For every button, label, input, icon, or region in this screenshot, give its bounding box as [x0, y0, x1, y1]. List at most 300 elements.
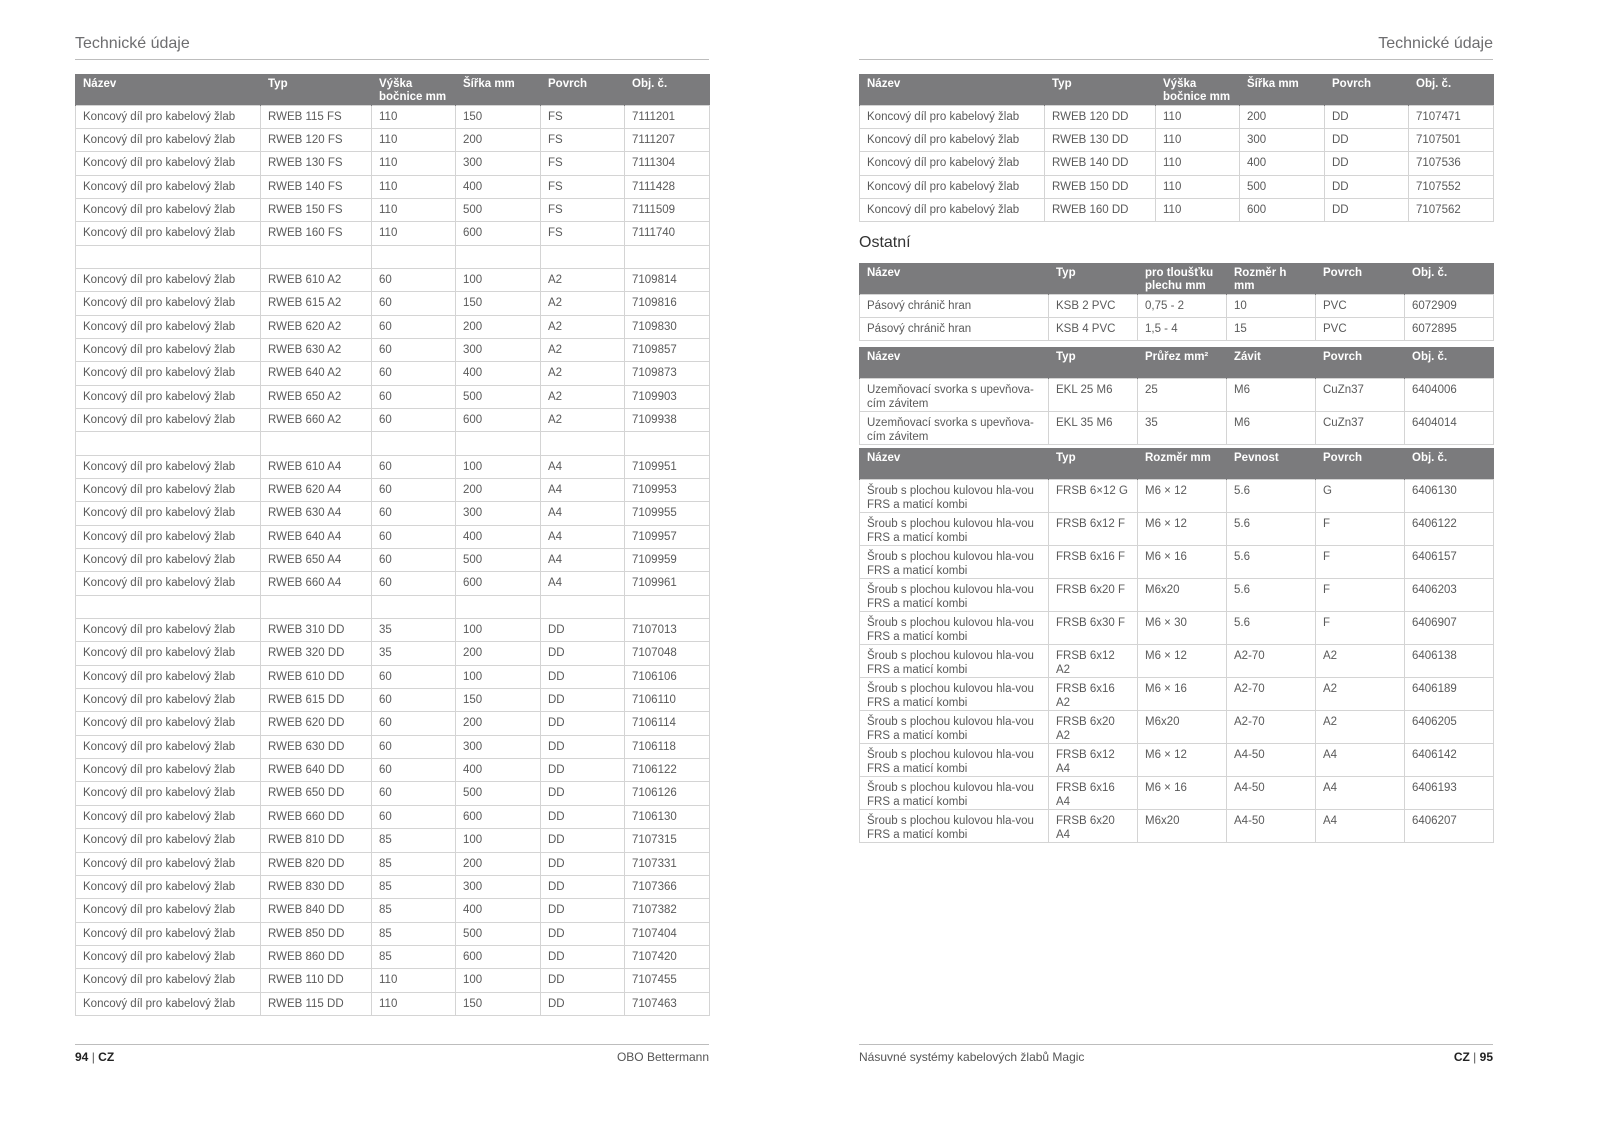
table-cell: Koncový díl pro kabelový žlab — [76, 782, 261, 805]
table-cell: Koncový díl pro kabelový žlab — [76, 945, 261, 968]
table-cell: 7109873 — [625, 362, 710, 385]
table-cell: M6 × 16 — [1138, 545, 1227, 578]
table-cell: RWEB 310 DD — [261, 619, 372, 642]
table-cell: 7106110 — [625, 689, 710, 712]
table-cell: RWEB 630 DD — [261, 735, 372, 758]
table-header-row — [860, 448, 1494, 479]
table-cell: Koncový díl pro kabelový žlab — [76, 829, 261, 852]
table-cell — [625, 595, 710, 618]
column-header: Průřez mm² — [1138, 347, 1227, 378]
column-header: Typ — [1049, 448, 1138, 479]
table-cell: 0,75 - 2 — [1138, 294, 1227, 317]
table-cell: CuZn37 — [1316, 411, 1405, 444]
table-cell: RWEB 610 A4 — [261, 455, 372, 478]
table-cell: RWEB 115 DD — [261, 992, 372, 1015]
table-cell: 6072895 — [1405, 317, 1494, 340]
table-cell — [76, 432, 261, 455]
table-cell: A2-70 — [1227, 677, 1316, 710]
table-row — [76, 315, 710, 338]
table-cell: 110 — [372, 175, 456, 198]
table-cell: 500 — [456, 782, 541, 805]
table-cell: RWEB 830 DD — [261, 875, 372, 898]
column-header: Název — [860, 347, 1049, 378]
table-cell: Uzemňovací svorka s upevňova-cím závitem — [860, 378, 1049, 411]
column-header: Závit — [1227, 347, 1316, 378]
table-cell: EKL 25 M6 — [1049, 378, 1138, 411]
table-cell: DD — [1325, 175, 1409, 198]
table-cell: DD — [541, 969, 625, 992]
table-row — [76, 969, 710, 992]
table-cell: 7107552 — [1409, 175, 1494, 198]
table-cell: 110 — [372, 222, 456, 245]
table-cell: 7107562 — [1409, 198, 1494, 221]
table-cell: 7111304 — [625, 152, 710, 175]
table-row — [76, 945, 710, 968]
table-row — [76, 735, 710, 758]
column-header: Název — [76, 74, 261, 105]
table-header-row — [860, 347, 1494, 378]
table-cell: RWEB 160 DD — [1045, 198, 1156, 221]
table-cell: 7107382 — [625, 899, 710, 922]
table-cell: FRSB 6x12 A4 — [1049, 743, 1138, 776]
table-cell: 7107315 — [625, 829, 710, 852]
table-cell: F — [1316, 611, 1405, 644]
table-cell: 100 — [456, 969, 541, 992]
table-cell: 110 — [372, 152, 456, 175]
table-cell: DD — [541, 642, 625, 665]
table-cell — [541, 432, 625, 455]
table-cell — [456, 595, 541, 618]
table-header-row — [76, 74, 710, 105]
table-cell: 6406907 — [1405, 611, 1494, 644]
table-cell: Koncový díl pro kabelový žlab — [76, 759, 261, 782]
table-cell: RWEB 140 DD — [1045, 152, 1156, 175]
table-cell: PVC — [1316, 294, 1405, 317]
table-cell: 7106118 — [625, 735, 710, 758]
table-cell: Šroub s plochou kulovou hla-vou FRS a maticí kombi — [860, 479, 1049, 512]
table-cell: 7109830 — [625, 315, 710, 338]
table-cell: A2 — [541, 385, 625, 408]
table-cell: RWEB 110 DD — [261, 969, 372, 992]
table-cell: 7109816 — [625, 292, 710, 315]
table-cell: 150 — [456, 689, 541, 712]
column-header: Povrch — [1316, 448, 1405, 479]
table-cell: Koncový díl pro kabelový žlab — [76, 689, 261, 712]
table-cell: Šroub s plochou kulovou hla-vou FRS a maticí kombi — [860, 710, 1049, 743]
table-cell: 7109938 — [625, 408, 710, 431]
table-cell — [372, 595, 456, 618]
table-cell: 60 — [372, 735, 456, 758]
table-cell: 110 — [372, 105, 456, 128]
table-row — [860, 294, 1494, 317]
table-row — [860, 644, 1494, 677]
table-cell: A2-70 — [1227, 644, 1316, 677]
column-header: Výška bočnice mm — [372, 74, 456, 105]
column-header: Název — [860, 263, 1049, 294]
table-cell: 600 — [1240, 198, 1325, 221]
table-cell: M6 × 12 — [1138, 512, 1227, 545]
table-cell: FRSB 6x20 A2 — [1049, 710, 1138, 743]
table-row — [76, 175, 710, 198]
table-cell: RWEB 620 A4 — [261, 479, 372, 502]
table-cell: Koncový díl pro kabelový žlab — [76, 175, 261, 198]
table-cell: DD — [1325, 128, 1409, 151]
table-cell: 200 — [456, 852, 541, 875]
table-cell: Koncový díl pro kabelový žlab — [76, 105, 261, 128]
table-row — [76, 292, 710, 315]
table-cell: 7107048 — [625, 642, 710, 665]
table-cell — [625, 432, 710, 455]
table-cell: RWEB 150 DD — [1045, 175, 1156, 198]
table-cell: 7107471 — [1409, 105, 1494, 128]
table-row — [76, 338, 710, 361]
table-cell: Koncový díl pro kabelový žlab — [76, 922, 261, 945]
table-cell: A2 — [541, 408, 625, 431]
table-cell: A2-70 — [1227, 710, 1316, 743]
table-cell: 60 — [372, 805, 456, 828]
table-cell: 300 — [1240, 128, 1325, 151]
table-cell: Šroub s plochou kulovou hla-vou FRS a maticí kombi — [860, 677, 1049, 710]
table-row — [860, 175, 1494, 198]
table-row — [860, 479, 1494, 512]
end-pieces-table — [75, 74, 710, 1016]
table-cell: 6404014 — [1405, 411, 1494, 444]
table-cell: 1,5 - 4 — [1138, 317, 1227, 340]
column-header: Název — [860, 74, 1045, 105]
table-cell: Šroub s plochou kulovou hla-vou FRS a maticí kombi — [860, 776, 1049, 809]
table-cell: FRSB 6x16 A2 — [1049, 677, 1138, 710]
table-row — [860, 743, 1494, 776]
table-cell: Koncový díl pro kabelový žlab — [76, 525, 261, 548]
table-row — [76, 385, 710, 408]
table-cell: A2 — [541, 338, 625, 361]
table-cell: 60 — [372, 712, 456, 735]
table-cell: 7111509 — [625, 198, 710, 221]
table-cell: A4 — [541, 455, 625, 478]
table-cell: 7109959 — [625, 549, 710, 572]
column-header: Povrch — [1325, 74, 1409, 105]
table-cell: RWEB 810 DD — [261, 829, 372, 852]
table-cell: 400 — [456, 175, 541, 198]
table-cell: 60 — [372, 759, 456, 782]
table-cell: 7107331 — [625, 852, 710, 875]
table-cell: 110 — [1156, 128, 1240, 151]
table-cell: RWEB 660 A4 — [261, 572, 372, 595]
footer-divider-left — [75, 1044, 709, 1045]
table-cell: 100 — [456, 619, 541, 642]
table-cell: RWEB 650 A2 — [261, 385, 372, 408]
table-cell: 600 — [456, 945, 541, 968]
table-row — [76, 642, 710, 665]
table-cell: Koncový díl pro kabelový žlab — [76, 572, 261, 595]
table-cell: 6406122 — [1405, 512, 1494, 545]
table-cell: 7111428 — [625, 175, 710, 198]
table-cell: 600 — [456, 572, 541, 595]
page-number-right: 95 — [1479, 1050, 1493, 1064]
header-divider-left — [75, 59, 709, 60]
table-cell: Koncový díl pro kabelový žlab — [76, 408, 261, 431]
column-header: Obj. č. — [625, 74, 710, 105]
spacer-row — [76, 432, 710, 455]
table-cell: 15 — [1227, 317, 1316, 340]
table-cell: Koncový díl pro kabelový žlab — [76, 152, 261, 175]
table-cell: RWEB 130 FS — [261, 152, 372, 175]
table-cell: 6406207 — [1405, 809, 1494, 842]
table-cell: A4-50 — [1227, 776, 1316, 809]
column-header: Výška bočnice mm — [1156, 74, 1240, 105]
table-cell: 500 — [456, 385, 541, 408]
table-cell: RWEB 120 FS — [261, 128, 372, 151]
table-cell: Šroub s plochou kulovou hla-vou FRS a maticí kombi — [860, 578, 1049, 611]
footer-right: CZ | 95 — [1453, 1050, 1493, 1064]
table-cell: KSB 4 PVC — [1049, 317, 1138, 340]
table-cell: 200 — [456, 479, 541, 502]
table-cell: Koncový díl pro kabelový žlab — [76, 969, 261, 992]
column-header: Typ — [1049, 347, 1138, 378]
table-cell: CuZn37 — [1316, 378, 1405, 411]
table-cell: Koncový díl pro kabelový žlab — [76, 875, 261, 898]
table-cell: Koncový díl pro kabelový žlab — [76, 292, 261, 315]
table-cell: 300 — [456, 735, 541, 758]
table-row — [860, 809, 1494, 842]
table-cell: Šroub s plochou kulovou hla-vou FRS a maticí kombi — [860, 611, 1049, 644]
table-cell: 7109903 — [625, 385, 710, 408]
table-cell: A2 — [541, 268, 625, 291]
table-cell: Koncový díl pro kabelový žlab — [76, 805, 261, 828]
table-cell: DD — [541, 852, 625, 875]
table-cell: Koncový díl pro kabelový žlab — [860, 175, 1045, 198]
table-cell: 7107463 — [625, 992, 710, 1015]
table-cell: 60 — [372, 455, 456, 478]
table-cell: 60 — [372, 315, 456, 338]
table-cell: Šroub s plochou kulovou hla-vou FRS a maticí kombi — [860, 512, 1049, 545]
table-cell: 7111740 — [625, 222, 710, 245]
table-cell: KSB 2 PVC — [1049, 294, 1138, 317]
table-cell: M6x20 — [1138, 710, 1227, 743]
table-cell: 7109814 — [625, 268, 710, 291]
table-cell: DD — [541, 805, 625, 828]
table-cell: RWEB 640 A2 — [261, 362, 372, 385]
table-cell: DD — [541, 875, 625, 898]
table-cell — [261, 432, 372, 455]
table-cell: Koncový díl pro kabelový žlab — [76, 735, 261, 758]
column-header: Obj. č. — [1405, 347, 1494, 378]
column-header: Pevnost — [1227, 448, 1316, 479]
table-cell: M6 — [1227, 378, 1316, 411]
table-cell: FS — [541, 198, 625, 221]
table-cell: Koncový díl pro kabelový žlab — [860, 198, 1045, 221]
table-cell: 7111201 — [625, 105, 710, 128]
table-cell: PVC — [1316, 317, 1405, 340]
table-cell: FRSB 6x30 F — [1049, 611, 1138, 644]
table-cell: M6 × 30 — [1138, 611, 1227, 644]
table-cell: A4 — [541, 549, 625, 572]
table-cell — [76, 245, 261, 268]
table-cell: 400 — [456, 525, 541, 548]
table-cell: RWEB 615 A2 — [261, 292, 372, 315]
table-cell: DD — [541, 689, 625, 712]
table-cell — [261, 245, 372, 268]
table-cell: 500 — [456, 198, 541, 221]
table-cell: FS — [541, 152, 625, 175]
table-row — [76, 455, 710, 478]
table-cell: 100 — [456, 665, 541, 688]
table-cell: A4 — [1316, 809, 1405, 842]
column-header: pro tloušťku plechu mm — [1138, 263, 1227, 294]
table-cell: 6072909 — [1405, 294, 1494, 317]
table-cell: 7107455 — [625, 969, 710, 992]
table-cell — [456, 245, 541, 268]
table-row — [76, 665, 710, 688]
table-cell: 110 — [1156, 175, 1240, 198]
table-cell: M6 × 12 — [1138, 644, 1227, 677]
table-cell: DD — [541, 922, 625, 945]
table-cell: 500 — [456, 922, 541, 945]
table-cell: 60 — [372, 525, 456, 548]
table-cell: 7109857 — [625, 338, 710, 361]
table-cell: DD — [1325, 152, 1409, 175]
table-cell: Koncový díl pro kabelový žlab — [76, 899, 261, 922]
table-cell: 6406157 — [1405, 545, 1494, 578]
table-cell — [76, 595, 261, 618]
table-cell: Koncový díl pro kabelový žlab — [76, 198, 261, 221]
table-cell: DD — [541, 945, 625, 968]
table-cell: 200 — [456, 128, 541, 151]
table-cell: Koncový díl pro kabelový žlab — [76, 268, 261, 291]
table-cell: M6 — [1227, 411, 1316, 444]
table-cell: DD — [541, 735, 625, 758]
table-cell: 7107536 — [1409, 152, 1494, 175]
column-header: Rozměr h mm — [1227, 263, 1316, 294]
column-header: Obj. č. — [1409, 74, 1494, 105]
table-cell: FRSB 6x16 A4 — [1049, 776, 1138, 809]
table-cell: FRSB 6×12 G — [1049, 479, 1138, 512]
table-cell: RWEB 610 A2 — [261, 268, 372, 291]
end-pieces-dd-table — [859, 74, 1494, 222]
table-cell: Koncový díl pro kabelový žlab — [76, 315, 261, 338]
table-cell: EKL 35 M6 — [1049, 411, 1138, 444]
table-cell: 300 — [456, 152, 541, 175]
table-cell: 7109955 — [625, 502, 710, 525]
table-cell: 7106106 — [625, 665, 710, 688]
table-cell: 5.6 — [1227, 578, 1316, 611]
table-cell: 85 — [372, 875, 456, 898]
table-cell: DD — [541, 712, 625, 735]
table-cell: 60 — [372, 479, 456, 502]
table-cell: RWEB 615 DD — [261, 689, 372, 712]
page-title-right: Technické údaje — [1378, 35, 1493, 52]
table-cell: A2 — [1316, 710, 1405, 743]
spacer-row — [76, 595, 710, 618]
table-cell: 7106130 — [625, 805, 710, 828]
table-cell: DD — [541, 899, 625, 922]
edge-protector-table — [859, 263, 1494, 341]
table-cell: 60 — [372, 689, 456, 712]
table-row — [860, 677, 1494, 710]
table-row — [76, 805, 710, 828]
table-cell: 6406142 — [1405, 743, 1494, 776]
table-cell: RWEB 150 FS — [261, 198, 372, 221]
table-cell: 110 — [1156, 152, 1240, 175]
table-cell: FRSB 6x20 F — [1049, 578, 1138, 611]
table-cell: 600 — [456, 222, 541, 245]
language-left: CZ — [98, 1050, 115, 1064]
table-cell: Šroub s plochou kulovou hla-vou FRS a maticí kombi — [860, 545, 1049, 578]
table-cell: 300 — [456, 875, 541, 898]
table-cell: 5.6 — [1227, 512, 1316, 545]
column-header: Povrch — [541, 74, 625, 105]
table-cell: A2 — [1316, 677, 1405, 710]
table-cell: 85 — [372, 899, 456, 922]
table-cell: RWEB 120 DD — [1045, 105, 1156, 128]
table-row — [76, 502, 710, 525]
table-row — [76, 619, 710, 642]
table-row — [76, 922, 710, 945]
table-cell: 300 — [456, 502, 541, 525]
table-cell: Koncový díl pro kabelový žlab — [76, 619, 261, 642]
table-cell: 200 — [456, 642, 541, 665]
table-row — [860, 578, 1494, 611]
table-cell: DD — [541, 829, 625, 852]
table-cell: 6406205 — [1405, 710, 1494, 743]
table-cell: DD — [541, 992, 625, 1015]
table-row — [860, 152, 1494, 175]
header-divider-right — [859, 59, 1493, 60]
table-cell: RWEB 630 A4 — [261, 502, 372, 525]
spacer-row — [76, 245, 710, 268]
table-row — [76, 689, 710, 712]
table-cell: A2 — [541, 292, 625, 315]
table-cell — [625, 245, 710, 268]
column-header: Typ — [261, 74, 372, 105]
table-cell: Koncový díl pro kabelový žlab — [76, 128, 261, 151]
table-row — [860, 611, 1494, 644]
table-cell: FS — [541, 128, 625, 151]
table-cell: RWEB 660 A2 — [261, 408, 372, 431]
table-cell: 7109953 — [625, 479, 710, 502]
table-cell: Koncový díl pro kabelový žlab — [860, 128, 1045, 151]
table-cell: 60 — [372, 665, 456, 688]
table-cell: RWEB 640 A4 — [261, 525, 372, 548]
table-cell: RWEB 650 A4 — [261, 549, 372, 572]
table-cell: 35 — [372, 642, 456, 665]
table-cell: 600 — [456, 408, 541, 431]
table-cell: A4 — [541, 479, 625, 502]
table-cell: DD — [541, 759, 625, 782]
table-cell: 500 — [1240, 175, 1325, 198]
column-header: Šířka mm — [456, 74, 541, 105]
table-cell: Koncový díl pro kabelový žlab — [76, 712, 261, 735]
table-row — [860, 411, 1494, 444]
column-header: Název — [860, 448, 1049, 479]
table-cell: 150 — [456, 992, 541, 1015]
table-cell: 110 — [372, 969, 456, 992]
table-cell: A2 — [541, 315, 625, 338]
table-cell: 200 — [456, 712, 541, 735]
column-header: Šířka mm — [1240, 74, 1325, 105]
table-cell: Koncový díl pro kabelový žlab — [860, 152, 1045, 175]
section-title-other: Ostatní — [859, 234, 911, 251]
table-cell: Koncový díl pro kabelový žlab — [76, 992, 261, 1015]
table-header-row — [860, 74, 1494, 105]
table-cell: 400 — [456, 362, 541, 385]
footer-brand: OBO Bettermann — [616, 1050, 709, 1064]
table-cell: 60 — [372, 268, 456, 291]
table-row — [860, 128, 1494, 151]
table-cell: DD — [541, 782, 625, 805]
table-cell: Uzemňovací svorka s upevňova-cím závitem — [860, 411, 1049, 444]
table-cell: 7109957 — [625, 525, 710, 548]
